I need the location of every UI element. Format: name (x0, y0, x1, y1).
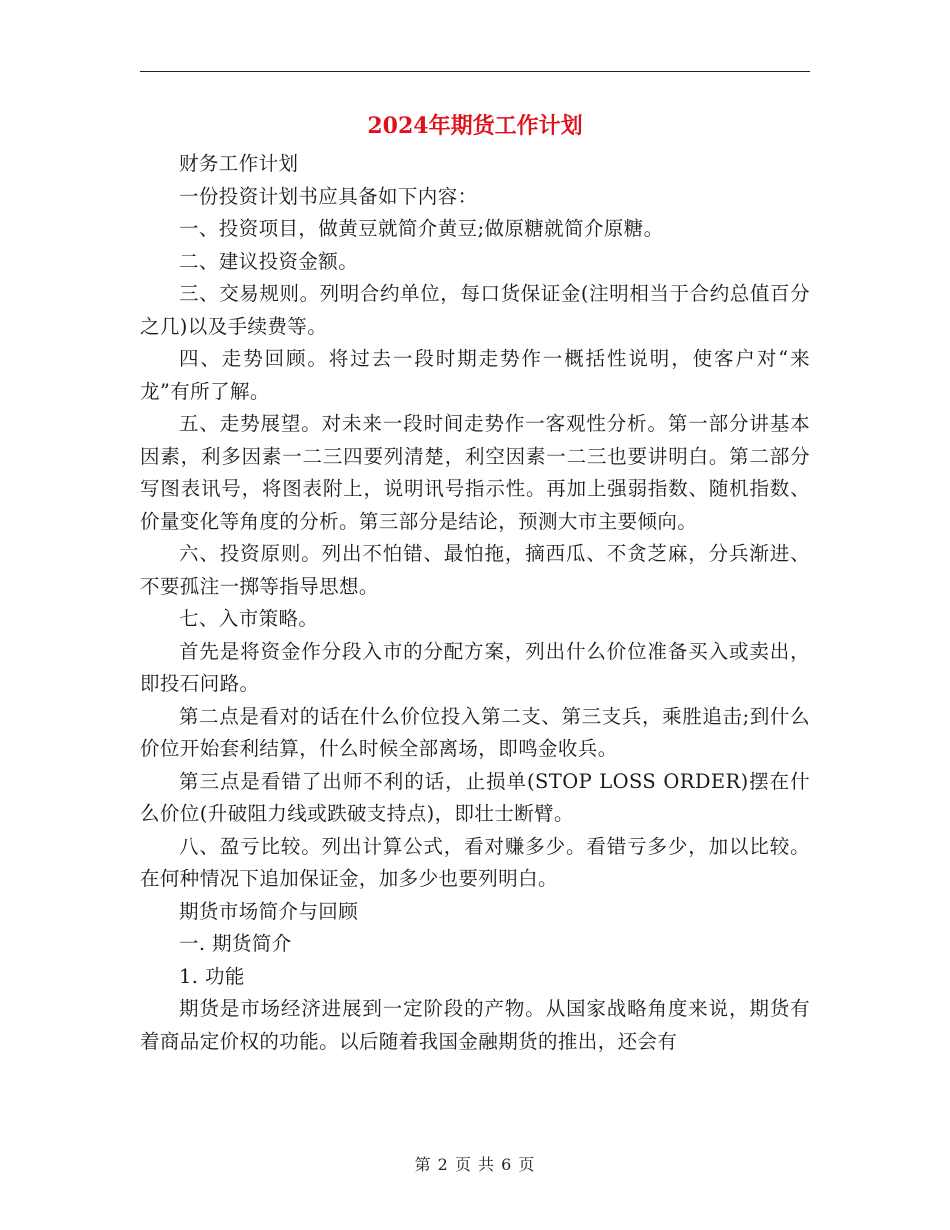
page-number-footer: 第 2 页 共 6 页 (414, 1155, 536, 1174)
section-heading: 期货市场简介与回顾 (179, 899, 359, 923)
paragraph: 三、交易规则。列明合约单位，每口货保证金(注明相当于合约总值百分之几)以及手续费等。 (140, 282, 810, 338)
paragraph: 七、入市策略。 (179, 607, 319, 630)
document-title: 2024年期货工作计划 (367, 113, 583, 139)
paragraph: 八、盈亏比较。列出计算公式，看对赚多少。看错亏多少，加以比较。在何种情况下追加保证金，加多少也要列明白。 (140, 834, 810, 890)
paragraph: 第三点是看错了出师不利的话，止损单(STOP LOSS ORDER)摆在什么价位(升破阻力线或跌破支持点)，即壮士断臂。 (140, 769, 810, 825)
paragraph: 首先是将资金作分段入市的分配方案，列出什么价位准备买入或卖出，即投石问路。 (140, 639, 810, 695)
paragraph: 财务工作计划 (179, 152, 299, 175)
paragraph: 一、投资项目，做黄豆就简介黄豆;做原糖就简介原糖。 (179, 217, 664, 240)
paragraph: 第二点是看对的话在什么价位投入第二支、第三支兵，乘胜追击;到什么价位开始套利结算，什么时候全部离场，即鸣金收兵。 (140, 704, 810, 760)
subsection-heading: 一. 期货简介 (179, 932, 292, 955)
header-rule (140, 71, 810, 72)
paragraph: 二、建议投资金额。 (179, 249, 359, 273)
document-body (140, 148, 810, 1058)
paragraph: 五、走势展望。对未来一段时间走势作一客观性分析。第一部分讲基本因素，利多因素一二三四要列清楚，利空因素一二三也要讲明白。第二部分写图表讯号，将图表附上，说明讯号指示性。再加上强弱指数、随机指数、价量变化等角度的分析。第三部分是结论，预测大市主要倾向。 (140, 412, 810, 533)
subsection-heading: 1. 功能 (179, 964, 245, 988)
paragraph: 一份投资计划书应具备如下内容： (179, 184, 478, 208)
paragraph: 六、投资原则。列出不怕错、最怕拖，摘西瓜、不贪芝麻，分兵渐进、不要孤注一掷等指导思想。 (140, 542, 810, 598)
paragraph: 期货是市场经济进展到一定阶段的产物。从国家战略角度来说，期货有着商品定价权的功能。以后随着我国金融期货的推出，还会有 (140, 997, 810, 1053)
paragraph: 四、走势回顾。将过去一段时期走势作一概括性说明，使客户对“来龙”有所了解。 (140, 347, 810, 403)
